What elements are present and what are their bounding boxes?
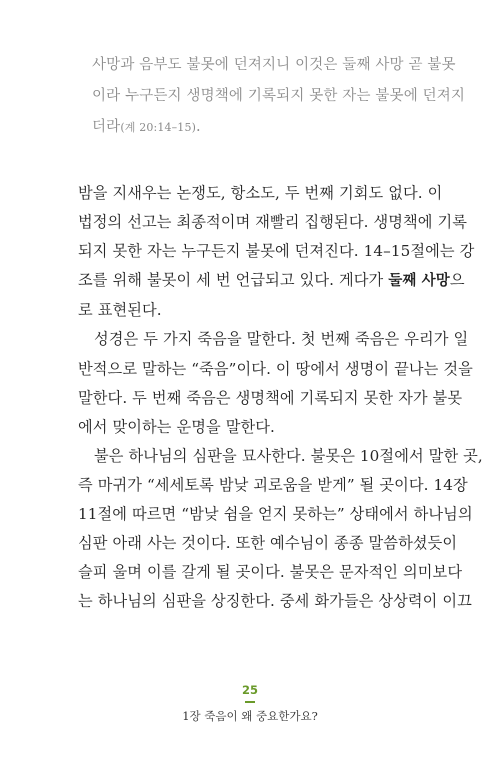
scripture-reference: (계 20:14–15) (120, 121, 197, 134)
page-number: 25 (241, 683, 258, 697)
quote-line-1: 사망과 음부도 불못에 던져지니 이것은 둘째 사망 곧 불못 (92, 57, 456, 73)
paragraph-1-line-1: 밤을 지새우는 논쟁도, 항소도, 두 번째 기회도 없다. 이 (78, 184, 443, 202)
scripture-quote (92, 50, 466, 143)
paragraph-2-line-1: 성경은 두 가지 죽음을 말한다. 첫 번째 죽음은 우리가 일 (94, 330, 469, 349)
paragraph-1-line-4-end: 으 (449, 271, 465, 290)
paragraph-2-line-2: 반적으로 말하는 “죽음”이다. 이 땅에서 생명이 끝나는 것을 (78, 359, 473, 378)
paragraph-1-line-2: 법정의 선고는 최종적이며 재빨리 집행된다. 생명책에 기록 (78, 213, 468, 232)
paragraph-1-line-4-text: 조를 위해 불못이 세 번 언급되고 있다. 게다가 (78, 271, 389, 290)
paragraph-3-line-1: 불은 하나님의 심판을 묘사한다. 불못은 10절에서 말한 곳, (94, 446, 483, 465)
paragraph-1-line-5: 로 표현된다. (78, 301, 162, 320)
quote-line-3-text: 더라 (92, 119, 121, 135)
emphasis-second-death: 둘째 사망 (388, 273, 450, 290)
quote-line-3 (92, 112, 440, 143)
body-text (78, 179, 483, 616)
paragraph-3-line-4: 심판 아래 사는 것이다. 또한 예수님이 종종 말씀하셨듯이 (78, 534, 458, 553)
quote-line-3-end: . (196, 119, 201, 135)
quote-line-2: 이라 누구든지 생명책에 기록되지 못한 자는 불못에 던져지 (92, 88, 466, 104)
paragraph-3-line-2: 즉 마귀가 “세세토록 밤낮 괴로움을 받게” 될 곳이다. 14장 (78, 475, 468, 494)
paragraph-3-line-6: 는 하나님의 심판을 상징한다. 중세 화가들은 상상력이 이끄 (78, 592, 472, 611)
paragraph-3-line-3: 11절에 따르면 “밤낮 쉼을 얻지 못하는” 상태에서 하나님의 (78, 505, 473, 524)
paragraph-2-line-3: 말한다. 두 번째 죽음은 생명책에 기록되지 못한 자가 불못 (78, 388, 463, 407)
paragraph-1-line-4 (78, 266, 465, 296)
paragraph-1-line-3: 되지 못한 자는 누구든지 불못에 던져진다. 14–15절에는 강 (78, 242, 475, 261)
page-number-underline (245, 701, 255, 703)
paragraph-3-line-5: 슬피 울며 이를 갈게 될 곳이다. 불못은 문자적인 의미보다 (78, 563, 463, 582)
paragraph-2-line-4: 에서 맞이하는 운명을 말한다. (78, 417, 275, 436)
chapter-title: 1장 죽음이 왜 중요한가요? (182, 709, 318, 723)
